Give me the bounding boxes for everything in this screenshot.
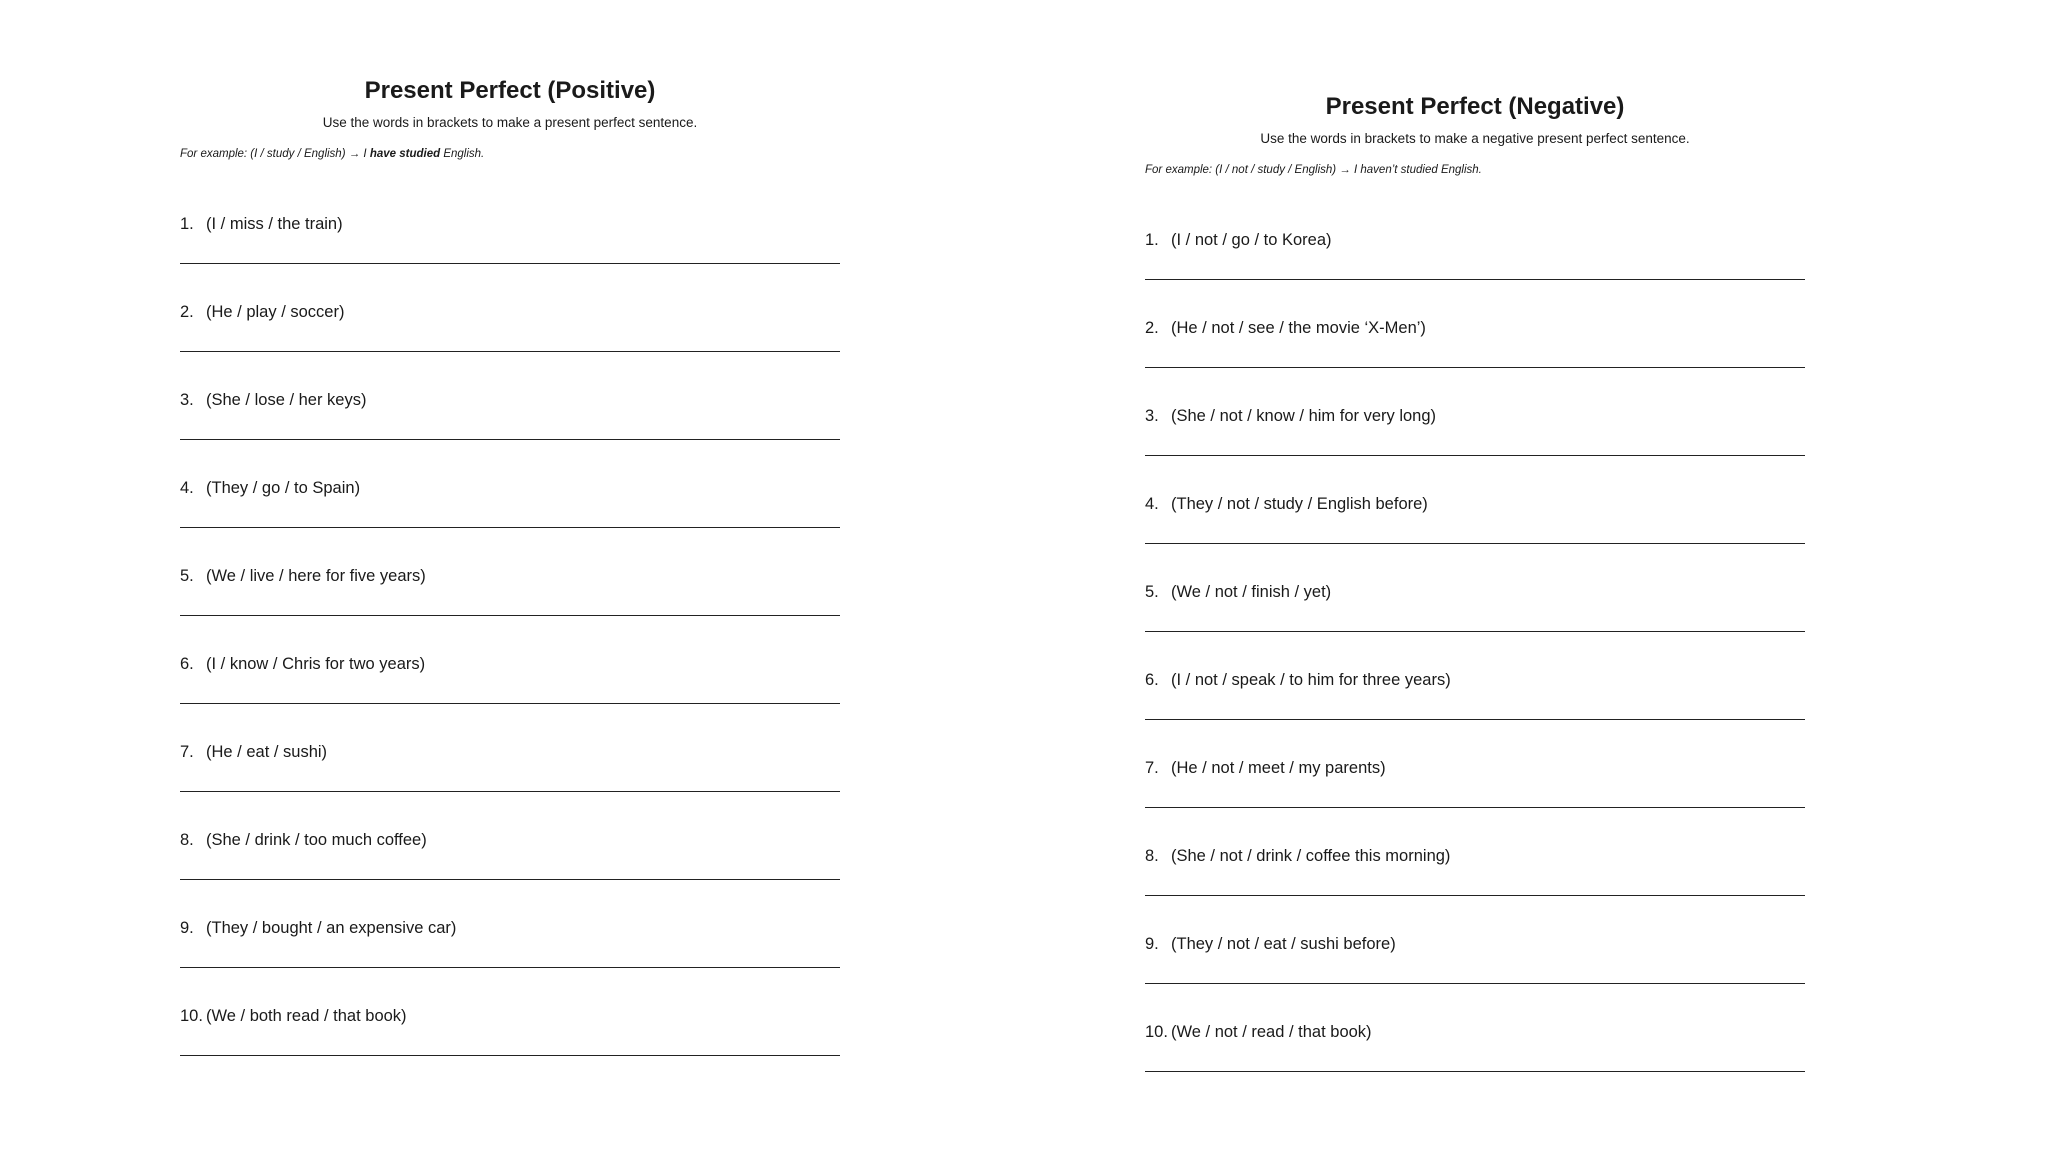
question-number: 6. [180,655,194,673]
question-prompt: (I / know / Chris for two years) [206,655,426,673]
question-item [180,741,840,829]
question-text [1145,229,1805,251]
question-prompt: (They / not / study / English before) [1171,495,1428,513]
question-prompt: (We / not / read / that book) [1171,1023,1372,1041]
answer-line[interactable] [1145,455,1805,456]
question-number: 1. [1145,231,1159,249]
question-text [180,477,840,499]
answer-line[interactable] [180,351,840,352]
question-text [1145,845,1805,867]
question-item [180,301,840,389]
example-prefix: For example: (I / study / English) → I [180,148,370,160]
question-number: 9. [1145,935,1159,953]
answer-line[interactable] [180,263,840,264]
question-prompt: (We / both read / that book) [206,1007,407,1025]
question-list [1145,229,1805,1109]
question-number: 10. [180,1007,203,1025]
question-text [1145,1021,1805,1043]
question-prompt: (She / not / drink / coffee this morning) [1171,847,1451,865]
question-prompt: (They / go / to Spain) [206,479,361,497]
question-item [1145,1021,1805,1109]
worksheet-example [180,146,840,162]
question-item [1145,757,1805,845]
question-number: 2. [180,303,194,321]
question-number: 4. [1145,495,1159,513]
question-number: 5. [1145,583,1159,601]
question-number: 6. [1145,671,1159,689]
answer-line[interactable] [1145,279,1805,280]
question-item [180,213,840,301]
question-list [180,213,840,1093]
question-text [1145,493,1805,515]
worksheet-example: For example: (I / not / study / English) → I haven’t studied English. [1145,164,1482,176]
question-item [1145,933,1805,1021]
question-item [1145,405,1805,493]
question-text [1145,669,1805,691]
question-text [1145,757,1805,779]
worksheet-instruction: Use the words in brackets to make a present perfect sentence. [322,115,698,130]
question-prompt: (He / not / see / the movie ‘X-Men’) [1171,319,1426,337]
question-number: 3. [1145,407,1159,425]
example-suffix: English. [440,148,485,160]
question-prompt: (She / lose / her keys) [206,391,367,409]
question-text [180,213,840,235]
question-number: 1. [180,215,194,233]
question-text [1145,933,1805,955]
answer-line[interactable] [180,791,840,792]
answer-line[interactable] [1145,895,1805,896]
answer-line[interactable] [1145,719,1805,720]
question-prompt: (He / eat / sushi) [206,743,328,761]
answer-line[interactable] [180,879,840,880]
worksheet-instruction: Use the words in brackets to make a negative present perfect sentence. [1260,131,1690,146]
question-number: 8. [180,831,194,849]
question-prompt: (I / miss / the train) [206,215,343,233]
question-text [1145,405,1805,427]
question-prompt: (We / not / finish / yet) [1171,583,1332,601]
answer-line[interactable] [1145,631,1805,632]
answer-line[interactable] [1145,543,1805,544]
answer-line[interactable] [180,527,840,528]
question-text [180,301,840,323]
answer-line[interactable] [180,439,840,440]
question-item [1145,845,1805,933]
question-text [180,1005,840,1027]
question-text [180,653,840,675]
question-prompt: (They / bought / an expensive car) [206,919,457,937]
question-text [180,389,840,411]
answer-line[interactable] [1145,1071,1805,1072]
question-prompt: (He / not / meet / my parents) [1171,759,1386,777]
question-item [1145,493,1805,581]
question-text [180,917,840,939]
question-text [1145,581,1805,603]
question-prompt: (She / not / know / him for very long) [1171,407,1437,425]
question-text [180,829,840,851]
question-number: 2. [1145,319,1159,337]
worksheet-negative [1145,90,1805,1109]
question-number: 8. [1145,847,1159,865]
question-item [180,653,840,741]
question-item [180,389,840,477]
question-item [180,829,840,917]
question-prompt: (I / not / speak / to him for three years) [1171,671,1451,689]
answer-line[interactable] [180,967,840,968]
question-prompt: (I / not / go / to Korea) [1171,231,1332,249]
answer-line[interactable] [180,615,840,616]
question-item [180,477,840,565]
question-item [1145,317,1805,405]
question-number: 5. [180,567,194,585]
worksheet-title: Present Perfect (Negative) [1325,93,1625,120]
question-number: 7. [180,743,194,761]
worksheet-title: Present Perfect (Positive) [364,77,656,104]
question-item [180,565,840,653]
question-number: 10. [1145,1023,1168,1041]
question-item [180,1005,840,1093]
question-item [1145,581,1805,669]
answer-line[interactable] [180,1055,840,1056]
answer-line[interactable] [1145,367,1805,368]
question-text [180,741,840,763]
question-prompt: (We / live / here for five years) [206,567,426,585]
question-text [1145,317,1805,339]
question-number: 3. [180,391,194,409]
question-prompt: (She / drink / too much coffee) [206,831,427,849]
question-number: 7. [1145,759,1159,777]
question-item [1145,669,1805,757]
worksheet-positive [180,74,840,1093]
question-prompt: (He / play / soccer) [206,303,345,321]
question-number: 4. [180,479,194,497]
example-bold: have studied [369,148,441,160]
answer-line[interactable] [180,703,840,704]
question-text [180,565,840,587]
question-prompt: (They / not / eat / sushi before) [1171,935,1396,953]
question-item [180,917,840,1005]
answer-line[interactable] [1145,983,1805,984]
question-item [1145,229,1805,317]
question-number: 9. [180,919,194,937]
answer-line[interactable] [1145,807,1805,808]
